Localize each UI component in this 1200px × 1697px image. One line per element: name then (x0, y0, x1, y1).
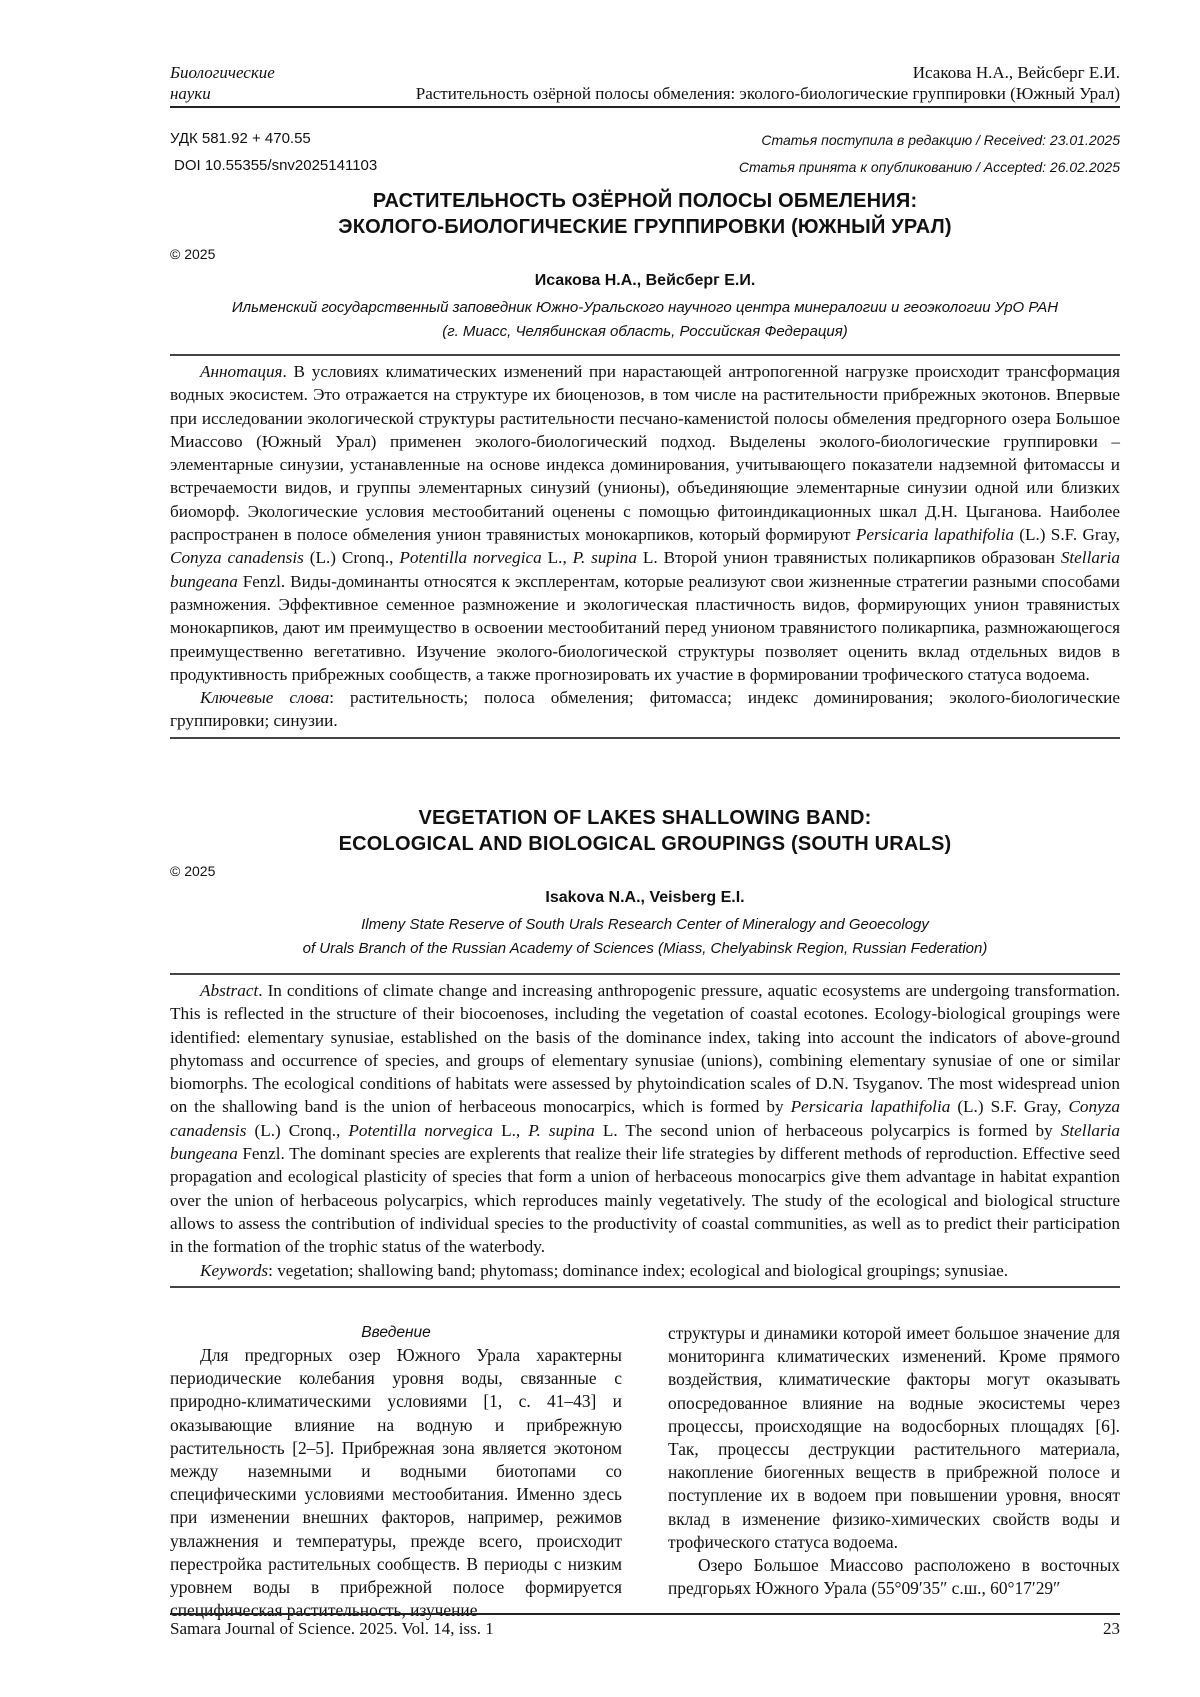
page-number: 23 (1103, 1619, 1120, 1638)
body-column-left (170, 1322, 622, 1622)
received-date: Статья поступила в редакцию / Received: 23.01.2025 (761, 132, 1120, 148)
species-name: Stellaria bungeana (170, 1120, 1120, 1164)
accepted-date: Статья принята к опубликованию / Accepted: 26.02.2025 (738, 159, 1120, 175)
title-en (170, 805, 1120, 857)
species-name: P. supina (528, 1120, 595, 1140)
paragraph: Озеро Большое Миассово расположено в восточных предгорьях Южного Урала (55°09′35″ с.ш., 60°17′29″ (668, 1555, 1120, 1599)
affiliation-en (170, 913, 1120, 961)
abstract-ru (170, 354, 1120, 739)
section-heading-introduction: Введение (361, 1324, 431, 1341)
running-header-right (416, 62, 1120, 104)
abstract-en-label: Abstract (200, 981, 259, 1000)
keywords-ru-label: Ключевые слова (200, 688, 330, 708)
body-column-right (668, 1322, 1120, 1600)
title-ru-line-1: РАСТИТЕЛЬНОСТЬ ОЗЁРНОЙ ПОЛОСЫ ОБМЕЛЕНИЯ: (372, 190, 918, 212)
journal-citation: Samara Journal of Science. 2025. Vol. 14, iss. 1 (170, 1619, 494, 1638)
title-ru (170, 188, 1120, 240)
abstract-ru-text: Аннотация. В условиях климатических изменений при нарастающей антропогенной нагрузке происходит трансформация водных экосистем. Это отражается на структуре их биоценозов, в том числе на растительности прибрежных экотонов. Впервые при исследовании экологической структуры растительности песчано-каменистой полосы обмеления предгорного озера Большое Миассово (Южный Урал) применен эколого-биологический подход. Выделены эколого-биологические группировки – элементарные синузии, устанавленные на основе индекса доминирования, учитывающего показатели надземной фитомассы и встречаемости видов, и группы элементарных синузий (унионы), объединяющие элементарные синузии одной или близких биоморф. Экологические условия местообитаний оценены с помощью фитоиндикационных шкал Д.Н. Цыганова. Наиболее распространен в полосе обмеления унион травянистых монокарпиков, который формируют Persicaria lapathifolia (L.) S.F. Gray, Conyza canadensis (L.) Cronq., Potentilla norvegica L., P. supina L. Второй унион травянистых поликарпиков образован Stellaria bungeana Fenzl. Виды-доминанты относятся к эксплерентам, которые реализуют свои жизненные стратегии разными способами размножения. Эффективное семенное размножение и экологическая пластичность видов, формирующих унион травянистых монокарпиков, дают им преимущество в освоении местообитаний перед унионом травянистого поликарпика, размножающегося преимущественно вегетативно. Изучение эколого-биологической структуры позволяет оценить вклад отдельных видов в продуктивность прибрежных сообществ, а также прогнозировать их участие в формировании трофического статуса водоема. (170, 362, 1121, 684)
species-name: Stellaria bungeana (170, 548, 1121, 591)
udc-code: УДК 581.92 + 470.55 (170, 130, 311, 147)
running-title: Растительность озёрной полосы обмеления: эколого-биологические группировки (Южный Урал) (415, 84, 1120, 103)
title-ru-line-2: ЭКОЛОГО-БИОЛОГИЧЕСКИЕ ГРУППИРОВКИ (ЮЖНЫЙ УРАЛ) (338, 216, 952, 238)
doi[interactable]: DOI 10.55355/snv2025141103 (174, 157, 378, 174)
species-name: Conyza canadensis (170, 1097, 1120, 1140)
abstract-en (170, 973, 1120, 1288)
affiliation-ru-line-1: Ильменский государственный заповедник Южно-Уральского научного центра минералогии и геоэкологии УрО РАН (231, 299, 1059, 316)
authors-ru: Исакова Н.А., Вейсберг Е.И. (534, 272, 756, 289)
section-line-1: Биологические (170, 63, 275, 82)
authors-en: Isakova N.A., Veisberg E.I. (545, 889, 745, 906)
paragraph: структуры и динамики которой имеет большое значение для мониторинга климатических изменений. Кроме прямого воздействия, климатические факторы могут оказывать опосредованное влияние на водные экосистемы через процессы, происходящие на водосборных площадях [6]. Так, процессы деструкции растительного материала, накопление биогенных веществ в прибрежной полосе и поступление их в водоем при повышении уровня, вносят вклад в изменение физико-химических свойств воды и трофического статуса водоема. (668, 1323, 1120, 1552)
species-name: Persicaria lapathifolia (790, 1097, 951, 1117)
section-line-2: науки (170, 84, 211, 103)
keywords-en: Keywords: vegetation; shallowing band; phytomass; dominance index; ecological and biological groupings; synusiae. (200, 1260, 1008, 1280)
running-header (170, 62, 1120, 108)
species-name: P. supina (572, 548, 637, 568)
keywords-en-label: Keywords (200, 1260, 269, 1280)
affiliation-en-line-1: Ilmeny State Reserve of South Urals Research Center of Mineralogy and Geoecology (361, 916, 929, 933)
page-footer (170, 1613, 1120, 1639)
affiliation-ru-line-2: (г. Миасс, Челябинская область, Российская Федерация) (442, 323, 848, 340)
body-columns (170, 1322, 1120, 1621)
title-en-line-1: VEGETATION OF LAKES SHALLOWING BAND: (418, 807, 872, 829)
species-name: Conyza canadensis (170, 548, 304, 568)
species-name: Persicaria lapathifolia (855, 525, 1014, 545)
species-name: Potentilla norvegica (348, 1120, 494, 1140)
keywords-ru: Ключевые слова: растительность; полоса обмеления; фитомасса; индекс доминирования; эколого-биологические группировки; синузии. (170, 688, 1120, 731)
affiliation-en-line-2: of Urals Branch of the Russian Academy of Sciences (Miass, Chelyabinsk Region, Russian Federation) (302, 940, 988, 957)
abstract-ru-label: Аннотация (200, 362, 283, 381)
species-name: Potentilla norvegica (399, 548, 542, 568)
affiliation-ru (170, 296, 1120, 344)
paragraph: Для предгорных озер Южного Урала характерны периодические колебания уровня воды, связанные с природно-климатическими условиями [1, с. 41–43] и оказывающие влияние на водную и прибрежную растительность [2–5]. Прибрежная зона является экотоном между наземными и водными биотопами со специфическими условиями местообитания. Именно здесь при изменении внешних факторов, например, режимов увлажнения и температуры, прежде всего, происходит перестройка растительных сообществ. В периоды с низким уровнем воды в прибрежной полосе формируется специфическая растительность, изучение (170, 1345, 622, 1621)
copyright-en: © 2025 (170, 863, 216, 879)
title-en-line-2: ECOLOGICAL AND BIOLOGICAL GROUPINGS (SOUTH URALS) (338, 833, 952, 855)
abstract-en-text: Abstract. In conditions of climate change and increasing anthropogenic pressure, aquatic ecosystems are undergoing transformation. This is reflected in the structure of their biocoenoses, including the vegetation of coastal ecotones. Ecology-biological groupings were identified: elementary synusiae, established on the basis of the dominance index, taking into account the indicators of above-ground phytomass and occurrence of species, and groups of elementary synusiae (unions), combining elementary synusiae of one or similar biomorphs. The ecological conditions of habitats were assessed by phytoindication scales of D.N. Tsyganov. The most widespread union on the shallowing band is the union of herbaceous monocarpics, which is formed by Persicaria lapathifolia (L.) S.F. Gray, Conyza canadensis (L.) Cronq., Potentilla norvegica L., P. supina L. The second union of herbaceous polycarpics is formed by Stellaria bungeana Fenzl. The dominant species are explerents that realize their life strategies by different methods of reproduction. Effective seed propagation and ecological plasticity of species that form a union of herbaceous monocarpics give them advantage in habitat expantion over the union of herbaceous polycarpics, which reproduces mainly vegetatively. The study of the ecological and biological structure allows to assess the contribution of individual species to the productivity of coastal communities, as well as to predict their participation in the formation of the trophic status of the waterbody. (170, 981, 1120, 1257)
journal-section (170, 62, 275, 104)
running-authors: Исакова Н.А., Вейсберг Е.И. (912, 63, 1120, 82)
copyright-ru: © 2025 (170, 246, 216, 262)
